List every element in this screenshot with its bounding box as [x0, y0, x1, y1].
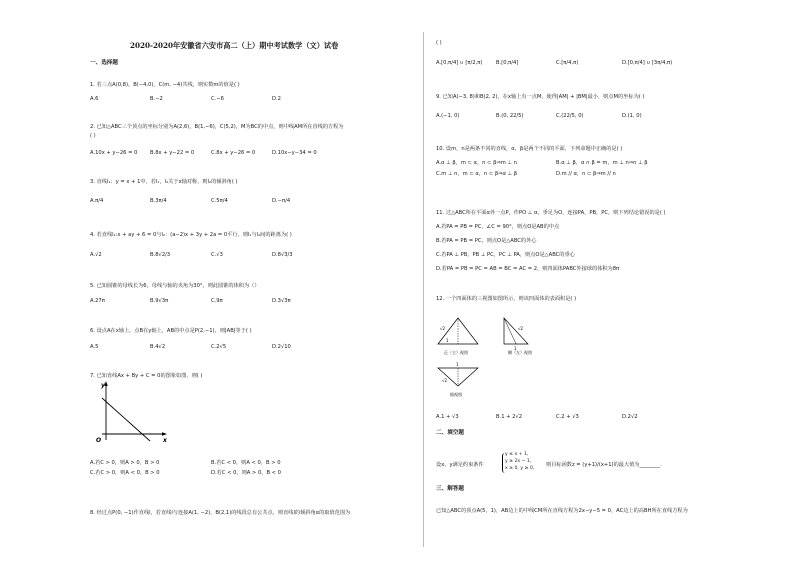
q12-option-d: D.2√2: [622, 414, 638, 420]
q13-condition-2: y ≥ 2x − 1,: [505, 459, 532, 464]
q6-option-a: A.5: [90, 344, 99, 350]
exam-title: 2020-2020年安徽省六安市高二（上）期中考试数学（文）试卷: [130, 41, 339, 50]
q14-stem: 已知△ABC的顶点A(5，1)，AB边上的中线CM所在直线方程为2x−y−5 = 0，AC边上的高BH所在直线方程为: [436, 508, 688, 514]
q8-option-d: D.[0,π/4] ∪ [3π/4,π): [622, 60, 673, 66]
q12-top-edge-label: 1: [456, 362, 459, 367]
q11-option-a: A.若PA = PB = PC，∠C = 90°，则点O是AB的中点: [436, 224, 560, 230]
q12-top-caption: 俯视图: [450, 392, 462, 397]
q8-stem: 8. 经过点P(0, −1)作直线l，若直线l与连接A(1, −2)，B(2,1)的线段总有公共点，则直线l的倾斜角α的取值范围为: [90, 510, 351, 516]
q5-stem: 5. 已知圆锥的母线长为6，母线与轴的夹角为30°，则此圆锥的体积为（）: [90, 283, 260, 289]
section-solve-heading: 三、解答题: [436, 486, 464, 492]
q4-option-a: A.√2: [90, 252, 102, 258]
q10-option-c: C.m ⊥ n，m ⊂ α，n ⊂ β⇒α ⊥ β: [436, 171, 518, 177]
section-choice-heading: 一、选择题: [90, 60, 118, 66]
q7-option-b: B.若C < 0，则A < 0，B > 0: [211, 460, 281, 466]
q12-three-view-figure: [434, 312, 574, 410]
q1-option-b: B.−2: [150, 96, 163, 102]
q3-option-c: C.5π/4: [211, 198, 228, 204]
q12-stem: 12. 一个四面体的三视图如图所示，则该四面体的表面积是( ): [436, 296, 577, 302]
q6-stem: 6. 设点A在x轴上，点B在y轴上，AB的中点是P(2,−1)，则|AB|等于( ): [90, 328, 252, 334]
q13-stem: 设x、y满足约束条件: [436, 462, 484, 468]
q3-option-a: A.π/4: [90, 198, 104, 204]
q7-origin-label: O: [96, 437, 102, 444]
q5-option-a: A.27π: [90, 298, 105, 304]
q9-option-d: D.(1, 0): [622, 113, 642, 119]
q2-option-b: B.8x + y−22 = 0: [150, 150, 195, 156]
q7-plotted-line: [102, 398, 150, 441]
q4-option-b: B.8√2/3: [150, 252, 171, 258]
q3-option-d: D.−π/4: [272, 198, 291, 204]
q13-condition-1: y ≤ x + 1,: [505, 452, 529, 457]
q10-stem: 10. 设m，n是两条不同的直线，α，β是两个不同的平面，下列命题中正确的是( ): [436, 146, 623, 152]
q12-side-view: [504, 318, 532, 355]
q10-option-b: B.α ⊥ β，α ∩ β = m，m ⊥ n⇒n ⊥ β: [556, 160, 648, 166]
q12-front-diag-label: √2: [440, 326, 446, 331]
q9-option-c: C.(22/5, 0): [556, 113, 584, 119]
q12-option-c: C.2 + √3: [556, 414, 579, 420]
q11-option-c: C.若PA ⊥ PB，PB ⊥ PC，PC ⊥ PA，则点O是△ABC的垂心: [436, 252, 575, 258]
q12-option-b: B.1 + 2√2: [496, 414, 523, 420]
q12-top-view: [438, 362, 478, 397]
q4-option-c: C.√3: [211, 252, 223, 258]
q7-x-arrow: [162, 432, 167, 435]
q2-option-d: D.10x−y−34 = 0: [272, 150, 317, 156]
q6-option-b: B.4√2: [150, 344, 166, 350]
q8-option-a: A.[0,π/4] ∪ [π/2,π): [436, 60, 483, 66]
q7-y-label: y: [101, 382, 105, 389]
q10-option-a: A.α ⊥ β，m ⊂ α，n ⊂ β⇒m ⊥ n: [436, 160, 517, 166]
q12-side-caption: 侧（左）视图: [508, 350, 532, 355]
q7-x-label: x: [163, 437, 167, 444]
q2-option-c: C.8x + y−26 = 0: [211, 150, 256, 156]
q2-option-a: A.10x + y−26 = 0: [90, 150, 138, 156]
q11-stem: 11. 过△ABC所在平面α外一点P，作PO ⊥ α，垂足为O，连接PA，PB，PC，则下列结论错误的是( ): [436, 210, 666, 216]
q12-front-caption: 正（主）视图: [444, 350, 468, 355]
q7-option-a: A.若C > 0，则A > 0，B > 0: [90, 460, 160, 466]
q12-front-view: [438, 318, 478, 355]
q1-option-a: A.6: [90, 96, 99, 102]
q7-option-c: C.若C > 0，则A < 0，B > 0: [90, 470, 160, 476]
q13-condition-3: x ≥ 0, y ≥ 0,: [505, 466, 535, 471]
q12-side-diag-label: √2: [518, 326, 524, 331]
q12-side-edge-label: 1: [514, 346, 517, 351]
q7-line-graph: [92, 378, 172, 444]
q5-option-b: B.9√3π: [150, 298, 169, 304]
q8-option-b: B.[0,π/4]: [496, 60, 519, 66]
q3-stem: 3. 直线l₁：y = x + 1中，若l₁，l₂关于x轴对称，则l₂的倾斜角( ): [90, 179, 238, 185]
q6-option-c: C.2√5: [211, 344, 227, 350]
section-fill-heading: 二、填空题: [436, 430, 464, 436]
q8-stem-cont: ( ): [436, 40, 442, 46]
q9-option-a: A.(−1, 0): [436, 113, 460, 119]
q12-option-a: A.1 + √3: [436, 414, 459, 420]
q10-option-d: D.m // α，n ⊂ β⇒m // n: [556, 171, 616, 177]
q1-option-d: D.2: [272, 96, 281, 102]
q3-option-b: B.3π/4: [150, 198, 167, 204]
q8-option-c: C.[π/4,π): [556, 60, 579, 66]
q12-top-diag-label: √2: [442, 378, 448, 383]
q12-front-edge-label: 1: [446, 338, 449, 343]
q11-option-d: D.若PA = PB = PC = AB = BC = AC = 2，则四面体PABC外接球的体积为8π: [436, 266, 620, 272]
q9-option-b: B.(0, 22/5): [496, 113, 524, 119]
q7-stem: 7. 已知直线Ax + By + C = 0的图象如图，则( ): [90, 373, 203, 379]
q1-option-c: C.−6: [211, 96, 224, 102]
q4-option-d: D.8√3/3: [272, 252, 293, 258]
q6-option-d: D.2√10: [272, 344, 291, 350]
q7-option-d: D.若C < 0，则A > 0，B < 0: [211, 470, 281, 476]
right-column: [424, 0, 794, 562]
q1-stem: 1. 若三点A(0,8)，B(−4,0)，C(m, −4)共线，则实数m的值是( ): [90, 82, 240, 88]
q5-option-c: C.9π: [211, 298, 223, 304]
q9-stem: 9. 已知A(−3, 8)和B(2, 2)，在x轴上有一点M，使得|AM| + |BM|最小，则点M的坐标为( ): [436, 94, 645, 100]
q2-stem: 2. 已知△ABC三个顶点的坐标分别为A(2,6)，B(1,−6)，C(5,2)，M为BC的中点，则中线AM所在直线的方程为: [90, 124, 344, 130]
q13-tail: 则目标函数z = (y+1)/(x+1)的最大值为________.: [546, 462, 662, 468]
q4-stem: 4. 若直线l₁:x + ay + 6 = 0与l₂：(a−2)x + 3y + 2a = 0平行，则l₁与l₂间的距离为( ): [90, 232, 292, 238]
q11-option-b: B.若PA = PB = PC，则点O是△ABC的外心: [436, 238, 537, 244]
q5-option-d: D.3√3π: [272, 298, 291, 304]
q2-stem-cont: ( ): [90, 133, 96, 139]
